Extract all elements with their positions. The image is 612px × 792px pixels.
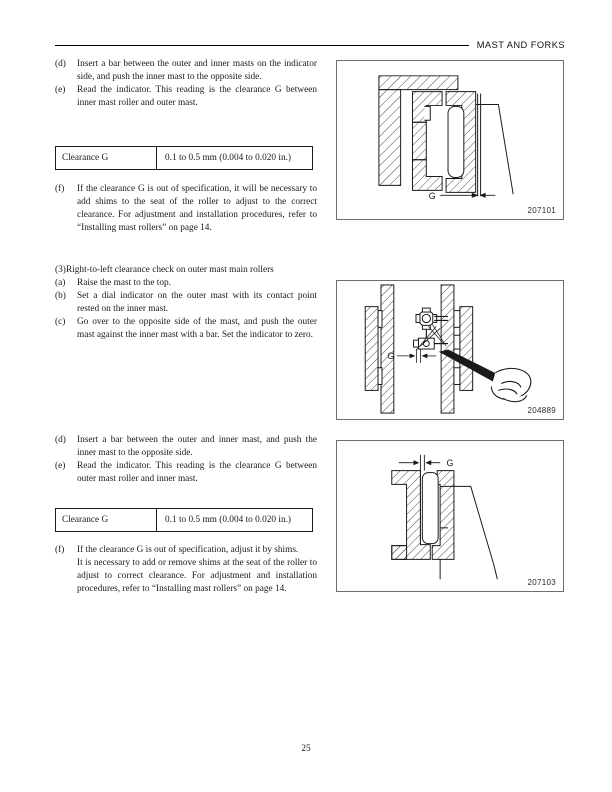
list-item-text: If the clearance G is out of specification, it will be necessary to add shims to the seat of the roller to adjust to the correct clearance. For adjustment and installation procedures, refer to “Installing mast rollers” on page 14. (77, 184, 317, 234)
list-item-text: Go over to the opposite side of the mast, and push the outer mast against the inner mast with a bar. Set the indicator to zero. (77, 317, 317, 341)
table-cell-value: 0.1 to 0.5 mm (0.004 to 0.020 in.) (165, 153, 292, 163)
clearance-spec-table-top (55, 146, 313, 170)
list-item (55, 544, 317, 557)
instruction-block-1 (55, 58, 317, 110)
list-item (55, 183, 317, 235)
figure-id: 207103 (527, 578, 556, 587)
list-item-continuation (55, 557, 317, 596)
list-item-text: Set a dial indicator on the outer mast with its contact point rested on the inner mast. (77, 291, 317, 315)
figure-id: 207101 (527, 206, 556, 215)
list-item (55, 84, 317, 110)
list-item-text: Raise the mast to the top. (77, 278, 171, 289)
list-item-text: If the clearance G is out of specification, adjust it by shims. (77, 545, 299, 555)
dimension-label-g: G (387, 350, 395, 361)
list-item-text: Insert a bar between the outer and inner masts on the indicator side, and push the inner mast to the opposite side. (77, 59, 317, 83)
list-item (55, 316, 317, 342)
list-marker: (a) (55, 278, 66, 289)
section-heading-3 (55, 264, 317, 277)
list-marker: (d) (55, 435, 66, 445)
list-item-text: It is necessary to add or remove shims at the seat of the roller to adjust to correct clearance. For adjustment and installation procedures, refer to “Installing mast rollers” on page 14. (77, 558, 317, 595)
list-item-text: Read the indicator. This reading is the clearance G between outer mast roller and inner mast. (77, 461, 317, 485)
instruction-block-2 (55, 183, 317, 235)
page-header (55, 36, 565, 54)
instruction-block-5 (55, 544, 317, 596)
dimension-label-g: G (446, 458, 454, 469)
list-item (55, 290, 317, 316)
section-marker: (3) (55, 265, 66, 275)
clearance-spec-table-bottom (55, 508, 313, 532)
instruction-block-3 (55, 264, 317, 343)
table-cell-label: Clearance G (56, 147, 157, 169)
figure-207101 (336, 60, 564, 220)
section-heading-text: Right-to-left clearance check on outer mast main rollers (66, 265, 274, 275)
figure-207103 (336, 440, 564, 592)
dimension-label-g: G (428, 190, 436, 201)
table-cell-value: 0.1 to 0.5 mm (0.004 to 0.020 in.) (165, 515, 292, 525)
list-marker: (f) (55, 545, 65, 555)
instruction-block-4 (55, 434, 317, 486)
list-item (55, 434, 317, 460)
page-title: MAST AND FORKS (469, 36, 565, 54)
list-marker: (c) (55, 317, 66, 328)
list-item-text: Read the indicator. This reading is the clearance G between inner mast roller and outer mast. (77, 85, 317, 109)
list-item (55, 58, 317, 84)
list-item-text: Insert a bar between the outer and inner mast, and push the inner mast to the opposite side. (77, 435, 317, 459)
list-marker: (d) (55, 59, 66, 69)
page-number: 25 (301, 744, 311, 754)
list-marker: (b) (55, 291, 66, 302)
list-marker: (e) (55, 461, 66, 472)
list-item (55, 460, 317, 486)
list-item (55, 277, 317, 290)
list-marker: (e) (55, 85, 66, 96)
table-cell-label: Clearance G (56, 509, 157, 531)
list-marker: (f) (55, 184, 65, 194)
figure-204889 (336, 280, 564, 420)
figure-id: 204889 (527, 406, 556, 415)
